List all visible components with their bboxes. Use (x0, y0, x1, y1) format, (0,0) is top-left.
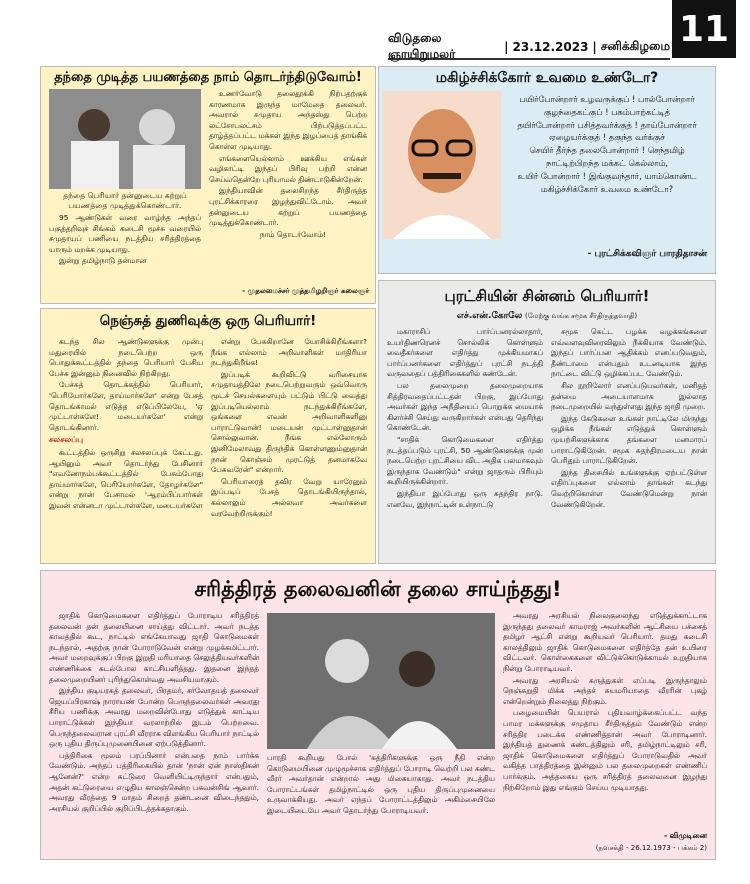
article-source: (நவசக்தி - 26.12.1973 - பக்கம் 2) (595, 844, 707, 852)
issue-date: 23.12.2023 (512, 40, 589, 54)
author-note: (மேற்கு வங்க சமூக சீர்திருத்தவாதி) (525, 312, 638, 320)
article-headline: மகிழ்ச்சிக்கோர் உவமை உண்டோ? (435, 70, 659, 86)
photo-caption: தந்தை பெரியார் தன்னுடைய கற்றுப் பயணத்தை முடித்துக்கொண்டார். (63, 191, 187, 211)
article-sarithiram (40, 570, 716, 860)
paper-name: விடுதலை ஞாயிறுமலர் (388, 31, 456, 61)
article-right-column: சமூக கெட்ட பழக்க வழக்கங்களை எவ்வளவுவிரைவிலும் நீக்கியாக வேண்டும். இந்தப் பார்ப்பன ஆதிக்கம் எனப்படுவதும், தீண்டாமை என்பதும் உடனடியாக இந்த நாட்டை விட்டு ஒழிக்கப்பட வேண்டும். சில நூறிலோர் எனப்படுபவர்கள், மனிதத் தன்மை அடையாளமாக இல்லாத நடைமுறையில் வந்துள்ளது இந்த ஜாதி முறை. இந்த கேடுகளை உங்கள் நாட்டிலே மிருந்து ஒழிக்க நீங்கள் எடுத்துக் கொள்ளும் முயற்சிகளுக்காக தங்களை மனமாரப் பாராட்டுகிறேன். சமூக சுதந்திரமடைய நான் பெரிதும் பாராட்டுகிறேன். இந்த திசையில் உங்களுக்கு ஏற்பட்டுள்ள எதிர்ப்புகளை எல்லாம் தாங்கள் கடந்து வெற்றிகொள்ள வேண்டுமென்று நான் வேண்டுகிறேன். (551, 327, 707, 509)
article-left-column: கடந்த சில ஆண்டுகளுக்கு முன்பு மதுரையில் நடைபெற்ற ஒரு பொதுக்கூட்டத்தில் தந்தை பெரியார் பேசிய பேச்சு இன்னும் நினைவில் நிற்கிறது. பேச்சுத் தொடக்கத்தில் பெரியார், 'பெரியோர்களே, தாய்மார்களே' என்று பேசத் தொடங்காமல் எடுத்த எடுப்பிலேயே, 'ஏ முட்டாள்களே! மடையர்களே' என்று தொடங்கினார். சலசலப்பு கூட்டத்தில் ஒருசிறு சலசலப்புக் கேட்டது. ஆயினும் அவர் தொடர்ந்து பேசினார் "எவனோநம்பக்கூட்டத்தில் பேசும்போது தாய்மார்களே, பெரியோர்களே, தோழர்களே" என்று நான் பேசாமல் 'ஆரம்பிப்பார்கள் இவன் என்னடா முட்டாள்களே, மடையர்களே (49, 337, 203, 510)
article-right-column: என்று பேசுகிறானே யோசிக்கிறீங்களா? நீங்க எல்லாம் அறிவாளிகள் மாதிரியா நடந்துகிறீங்க! இப்படிக் கூறிவிட்டு வரிசையாக சமுதாயத்திலே நடைபெற்றுவரும் ஒவ்வொரு மூடச் செயல்களையும் பட்டும் பிட்டு வைத்து இப்படியெல்லாம் நடந்துக்கிறீங்களே, ஒங்களை எவன் அறிவாளிகளினு பாராட்டுவான்! மடையன் முட்டாள்னுதான் சொல்லுவான். நீங்க எல்லோரும் இனிமேலாவது திருந்திக் கொள்ளணும்னுதான் நான் கொஞ்சம் முரட்டுத் தனமாகவே பேசுவரேன்" என்றார். பெரியாரைத் தவிர வேறு யாரேனும் இப்படிப் பேசத் தொடங்கியிருந்தால், கல்லாலும் அல்லவா அவர்களை வரவேற்றிருக்கும்! (211, 337, 367, 518)
article-right-column: அவரது அரசியல் நிலைகுலைந்து எடுத்துக்காட்டாக இருந்தது தலைவர் காமராஜ் அவர்களின் ஆட்சியை பச்சைத் தமிழர் ஆட்சி என்று கூறியவர் பெரியார். தமது கடைசி காலத்திலும் ஜாதிக் கொடுமைகளை எதிர்த்தே தன் உயிரை விட்டவர். கொள்கைகளை விட்டுக்கொடுக்காமல் உறுதியாக நின்று போராடியவர். அவரது அரசியல் கருத்துகள் எப்படி இருந்தாலும் நெஞ்சுறுதி மிக்க அந்தச் சுயமரியாதை வீரரின் புகழ் என்றென்றும் நிலைத்து நிற்கும். பழைமையின் பெயரால் புதியவாழ்க்கைப்பட்ட வந்த பாமர மக்களுக்கு சமுதாய சீர்திருத்தம் வேண்டும் என்ற சரித்திர படைக்க எண்ணித்தான் அவர் போராடினார். இந்தியத் துணைக் கண்டத்திலும் சரி, தமிழ்நாட்டிலும் சரி, ஜாதிக் கொடுமைகளை எதிர்த்துப் போராடுவதில் அவர் வகித்த பாத்திரத்தை இன்னும் பல தலைமுறைகள் எண்ணிப் பார்க்கும். அத்தகைய ஒரு சரித்திரத் தலைவனை இழந்து நிற்கிறோம் இது எங்கும் செய்ய முடியாதது. (503, 611, 707, 792)
article-left-column: ஜாதிக் கொடுமைகளை எதிர்த்துப் போராடிய சரித்திரத் தலைவன் தன் தலையினை சாய்த்து விட்டார். அவர் நடத்த காவத்தில் கூட, நாட்டில் எங்கேயாவது ஜாதி கொடுமைகள் நடந்தால், அதற்கு நான் போராடுவேன் என்று முழக்கமிட்டார். அவர் மறைவுக்குப் பிறகு இறுதி மரியாதை செலுத்தியவர்களின் எண்ணிக்கை கடல்போல காட்சியளித்தது. இதனை இந்தத் தலைமுறையினர் புரிந்துகொள்வது அவசியமாகும். இந்திய குடியரசுத் தலைவர், பிரதமர், சர்வோதயத் தலைவர் ஜெயப்பிரகாஷ் நாராயண் போன்ற பெருந்தலைவர்கள் அவரது சீரிய பணிக்கு அவரது மறைவின்போது எடுத்துக் காட்டிய பாராட்டுக்கள் இந்தியா வரலாற்றில் இடம் பெற்றவை. பெருந்தலைவரான புரட்சி வீரராக விளங்கிய பெரியார் நாட்டில் ஒரு புதிய திருப்புமுனையினை ஏற்படுத்தினார். பத்திரிகை மூலம் பரப்பினார் என்பதை நாம் பார்க்க வேண்டும். அந்தப் பத்திரிகையில் தான் 'நான் ஏன் நாஸ்திகன் ஆனேன்?' என்ற கட்டுரை வெளியிட்டிருந்தார் என்பதும், அதன் கட்டுரையை எழுதிய காலஞ்சென்ற பகவன்சிங் ஆவார். அவரது வீரத்தை 9 மாதம் சிறைத் தண்டனை விடைந்ததும், அரசியல் குறிப்பில் குறிப்பிடத்தக்கதாகும். (49, 611, 259, 813)
article-headline: புரட்சியின் சின்னம் பெரியார்! (444, 287, 650, 305)
portrait-icon (383, 91, 501, 239)
article-credit: - புரட்சிக்கவிஞர் பாரதிதாசன் (587, 249, 707, 259)
article-byline (379, 311, 715, 322)
poem: பயிர்போன்றார் உழவருக்குப் ! பால்போன்றார் குழந்தைகட்குப் ! பசும்பாற்கட்டித் தயிர்போன்றார் பசித்தவர்க்குத் ! தாய்போன்றார் ஏழையர்க்குத் ! தகுந்த வர்க்குச் செயிர் தீர்ந்த தலைபோன்றார் ! செந்தமிழ் நாட்டிற்பிறந்த மக்கட் கெல்லாம், உயிர் போன்றார் ! இங்குவந்தார், யாம்கொண்ட மகிழ்ச்சிக்கோர் உவமை உண்டோ? (517, 94, 697, 194)
page-number: 11 (672, 0, 736, 58)
periyar-event-photo (267, 613, 495, 749)
article-thanthai (40, 66, 376, 304)
article-magizhchi (378, 66, 716, 274)
bharathidasan-photo (383, 91, 501, 239)
photo-placeholder-icon (49, 89, 201, 189)
page-header: விடுதலை ஞாயிறுமலர் | 23.12.2023 | சனிக்கிழமை (388, 31, 670, 61)
article-headline: நெஞ்சுத் துணிவுக்கு ஒரு பெரியார்! (99, 313, 317, 329)
article-credit: - விமுடினை (664, 831, 707, 840)
periyar-photo (49, 89, 201, 189)
photo-placeholder-icon (267, 613, 495, 749)
article-credit: - முதலமைச்சர் முத்தமிழறிஞர் கலைஞர் (242, 287, 369, 295)
issue-day: சனிக்கிழமை (600, 39, 670, 53)
section-label: சலசலப்பு (49, 435, 84, 445)
article-left-column: மகாராசிப் பார்ப்பனரல்லாதார், உயர்திணரெனச் சொல்லிக் கொள்ளும் வைதீகர்களை எதிர்த்து முக்கியமாகப் பார்ப்பனர்களை எதிர்த்துப் புரட்சி நடத்தி வருவதைப் பத்திரிகைகளில் கண்டேன். பல தலைமுறை தலைமுறையாக சித்திரவதைப்பட்டதன் பிறகு, இப்போது அவர்கள் இந்த அநீதியைப் பொறுக்க மையாக் கிளர்ச்சி செய்து வருகிறார்கள் என்பது தெரிந்து கொண்டேன். "சாதிக் கொடுமைகளை எதிர்த்து நடத்தப்படும் புரட்சி, 50 ஆண்டுகளுக்கு முன் நடைபெற்ற புரட்சியை விட அதிக பலமாகவும் இருந்தாக வேண்டும்" என்று ஜாதரும் பிரியும் கூறியிருக்கின்றார். இந்தியா இப்போது ஒரு சுதந்திர நாடு. எனவே, இந்நாட்டின் உள்நாட்டு (387, 327, 543, 509)
article-left-column: 95 ஆண்டுகள் வரை வாழ்ந்த அந்தப் பகுத்தறிவுச் சிங்கம் கடைசி மூச்சு வரையில் சமுதாயப் பணியை நடத்திய சரித்திரத்தை யாரும் மறக்க முடியாது. இன்று தமிழ்நாடு தன்மான (49, 213, 201, 266)
photo-caption: பாரதி கூறியது போல் 'கத்திரிகளுக்கு ஒரு நீதி என்ற கொடுமையினை முழுமூச்சாக எதிர்த்துப் போராடி வெற்றி பல கண்ட வீரர் அவர்தான் என்றால் அது மிகையாகாது. அவர் நடத்திய போராட்டங்கள் தமிழ்நாட்டில் ஒரு புதிய திருப்புமுனையை உருவாக்கியது. அவர் எந்தப் போராட்டத்திலும் அகிம்சையிலே இடையிடையே அவர் தொடர்ந்து போராடியவர். (267, 753, 495, 815)
article-right-column: உணர்வோடு தலைதூக்கி நிற்பதற்குக் காரணமாக இருந்த மாமேதை தலைவர். அவரால் சமுதாய அந்தஸ்து பெற்ற லட்சோபலட்சம் பிற்படுத்தப்பட்ட தாழ்த்தப்பட்ட மக்கள் இந்த இழப்பைத் தாங்கிக் கொள்ள முடியாது. எங்களையெல்லாம் ஊக்கிய எங்கள் வழிகாட்டி இந்தப் பிரிவு பற்றி என்ன செய்வதென்றே புரியாமல் திண்டாடுகின்றேன். இந்தியாவின் தலைசிறந்த சீர்திருத்த புரட்சிக்காரரை இழந்துவிட்டோம். அவர் தன்னுடைய கற்றுப் பயணத்தை முடித்துக்கொண்டார். நாம் தொடர்வோம்! (209, 89, 367, 239)
article-headline: சரித்திரத் தலைவனின் தலை சாய்ந்தது! (194, 577, 562, 601)
article-nenjuth (40, 308, 376, 564)
article-puratchi (378, 280, 716, 564)
article-headline: தந்தை முடித்த பயணத்தை நாம் தொடர்ந்திடுவோம்! (54, 70, 362, 85)
author-name: எச்.என்.கோலே (456, 311, 523, 321)
